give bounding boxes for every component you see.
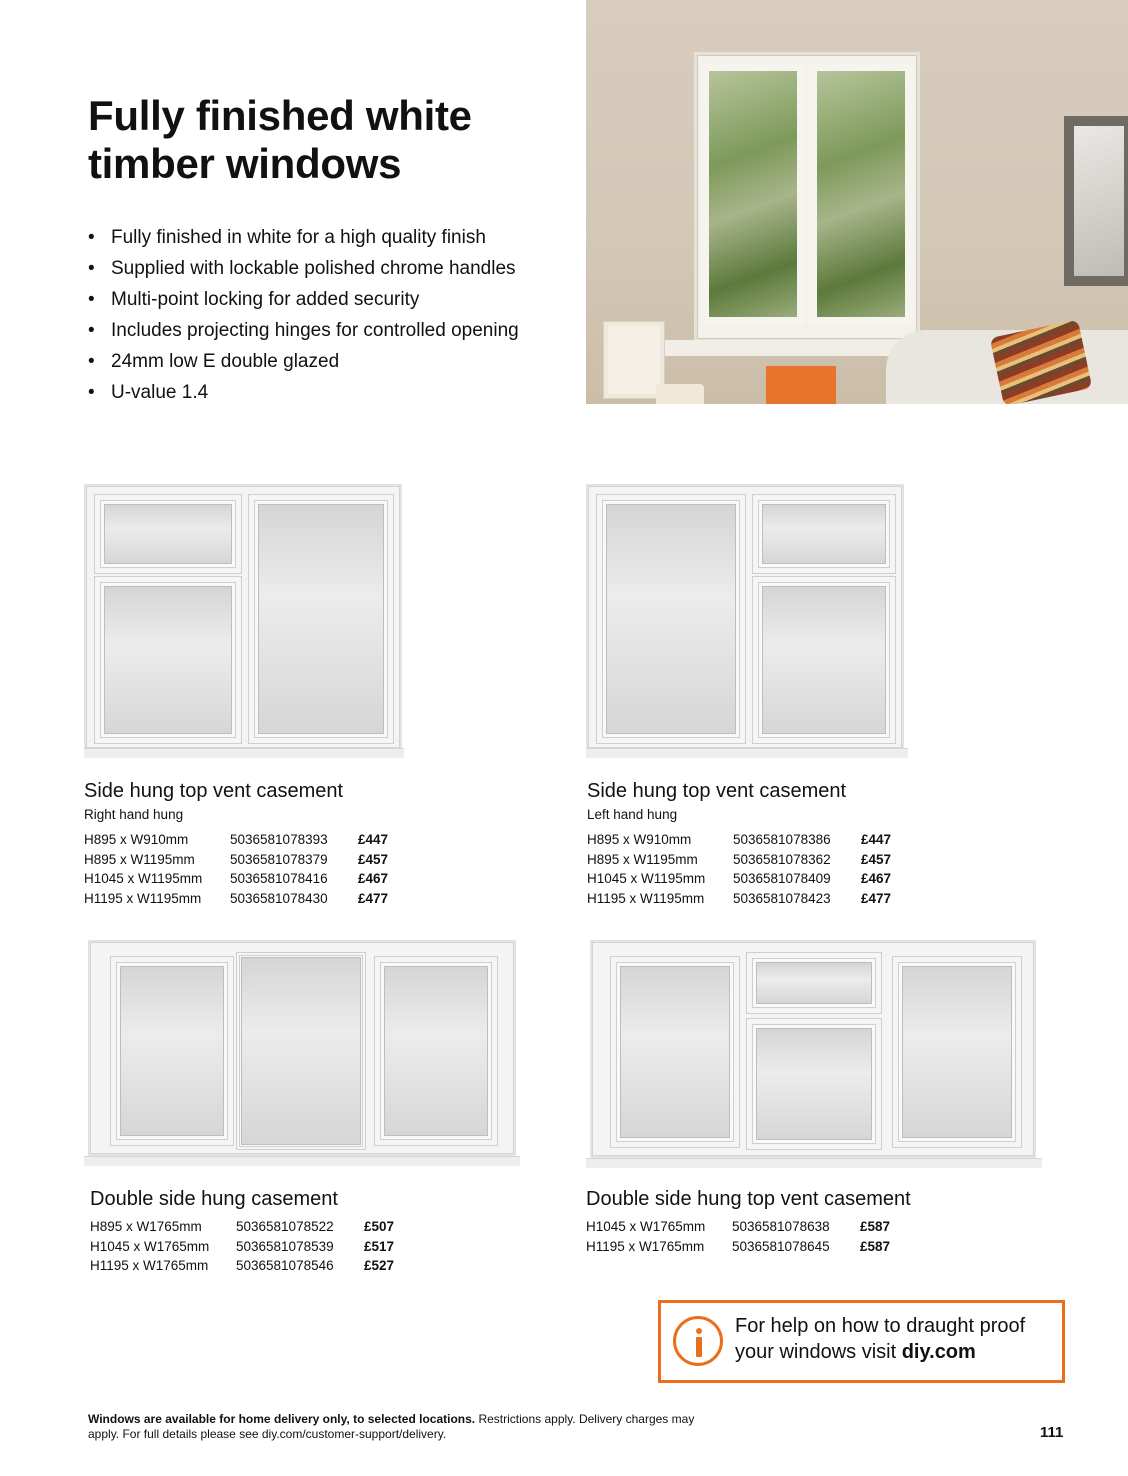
room-photo	[586, 0, 1128, 404]
table-row: H895 x W910mm 5036581078386 £447	[587, 832, 892, 847]
spec-table	[84, 830, 388, 909]
product-subtitle: Left hand hung	[587, 807, 678, 822]
product-title: Side hung top vent casement	[84, 780, 344, 802]
feature-item: • Fully finished in white for a high quality finish	[88, 222, 519, 253]
orange-box	[766, 366, 836, 404]
product-title: Side hung top vent casement	[587, 780, 847, 802]
table-row: H1045 x W1765mm 5036581078539 £517	[90, 1238, 395, 1254]
table-row: H1195 x W1195mm 5036581078423 £477	[587, 891, 892, 907]
table-row: H895 x W910mm 5036581078393 £447	[84, 832, 389, 847]
product-title: Double side hung casement	[90, 1188, 338, 1210]
wall-picture	[1064, 116, 1128, 286]
table-row: H1195 x W1195mm 5036581078430 £477	[84, 891, 389, 907]
table-row: H1195 x W1765mm 5036581078645 £587	[586, 1238, 891, 1254]
room-window	[694, 52, 920, 342]
footer-note: Windows are available for home delivery only, to selected locations. Restrictions apply. Delivery charges may apply. For full details please see diy.com/customer-support/delivery.	[88, 1412, 695, 1441]
info-icon	[673, 1316, 723, 1366]
feature-item: • Supplied with lockable polished chrome handles	[88, 253, 519, 284]
feature-item: • U-value 1.4	[88, 377, 519, 408]
product-subtitle: Right hand hung	[84, 807, 184, 822]
product-image-double-side-hung	[84, 940, 520, 1168]
page-number: 111	[1040, 1424, 1064, 1441]
help-text: For help on how to draught proof your windows visit diy.com	[735, 1315, 1026, 1363]
table-row: H1045 x W1195mm 5036581078409 £467	[587, 871, 892, 887]
product-image-double-side-hung-top-vent	[586, 940, 1042, 1170]
diy-link[interactable]: diy.com	[901, 1341, 976, 1363]
spec-table	[586, 1217, 890, 1256]
feature-item: • Includes projecting hinges for controlled opening	[88, 315, 519, 346]
table-row: H1045 x W1195mm 5036581078416 £467	[84, 871, 389, 887]
feature-item: • 24mm low E double glazed	[88, 346, 519, 377]
help-callout	[658, 1300, 1065, 1383]
table-row: H1045 x W1765mm 5036581078638 £587	[586, 1219, 891, 1234]
feature-item: • Multi-point locking for added security	[88, 284, 519, 315]
table-row: H895 x W1765mm 5036581078522 £507	[90, 1219, 395, 1234]
product-image-left-hand-hung	[586, 484, 908, 762]
product-image-right-hand-hung	[84, 484, 404, 762]
table-row: H895 x W1195mm 5036581078379 £457	[84, 851, 389, 867]
table-row: H1195 x W1765mm 5036581078546 £527	[90, 1258, 395, 1274]
product-title: Double side hung top vent casement	[586, 1188, 911, 1210]
page-title: Fully finished white timber windows	[88, 92, 472, 187]
spec-table	[90, 1217, 394, 1276]
table-row: H895 x W1195mm 5036581078362 £457	[587, 851, 892, 867]
spec-table	[587, 830, 891, 909]
photo-frame	[604, 322, 664, 398]
pen-pot	[656, 384, 704, 404]
feature-list	[88, 222, 519, 408]
